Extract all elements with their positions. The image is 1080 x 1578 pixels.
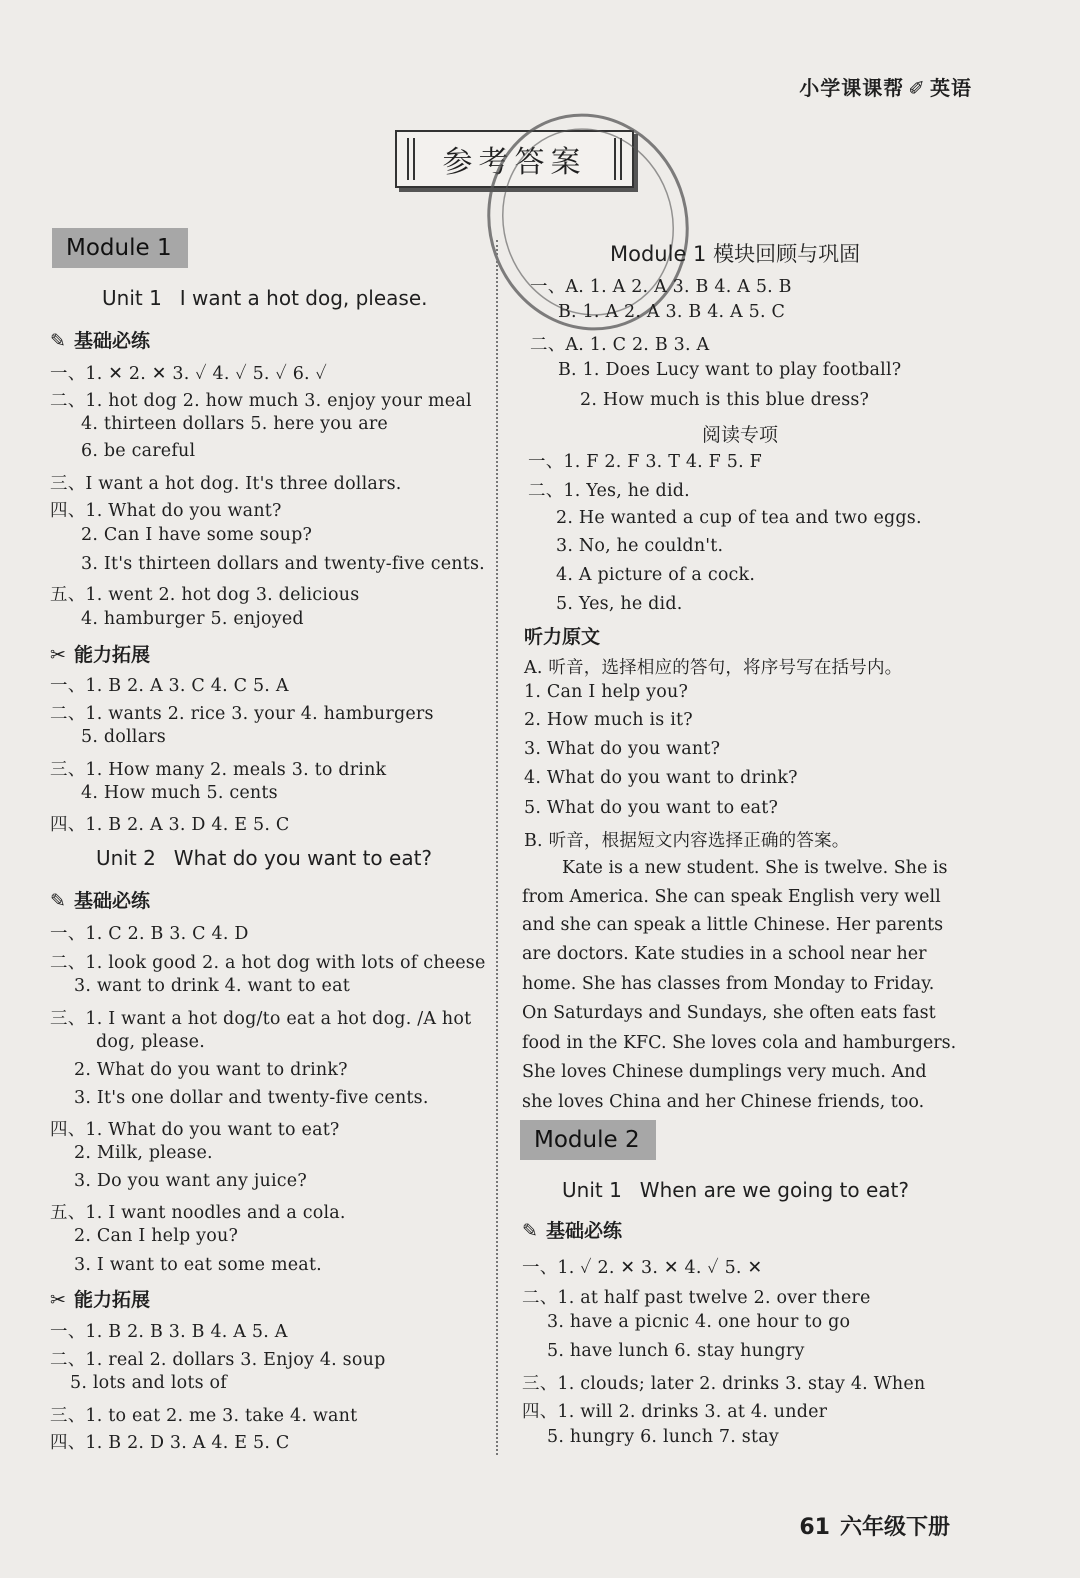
section-label: 能力拓展 (74, 1289, 151, 1311)
listening-line: 4. What do you want to drink? (524, 768, 798, 788)
answer-line: 2. How much is this blue dress? (580, 390, 870, 410)
answer-line: 2. He wanted a cup of tea and two eggs. (556, 508, 922, 528)
scissors-icon: ✂ (50, 1289, 66, 1311)
answer-line: 四、1. B 2. A 3. D 4. E 5. C (50, 815, 290, 835)
listening-line: 5. What do you want to eat? (524, 798, 779, 818)
answer-line: 三、1. How many 2. meals 3. to drink (50, 760, 387, 780)
answer-line: 3. I want to eat some meat. (74, 1255, 322, 1275)
page-footer (799, 1510, 950, 1541)
section-basic-practice (522, 1216, 622, 1243)
unit-2-heading (96, 846, 432, 870)
section-label: 基础必练 (74, 890, 151, 912)
answer-line: 4. hamburger 5. enjoyed (81, 609, 304, 629)
answer-line: 五、1. I want noodles and a cola. (50, 1203, 346, 1223)
unit-1-heading (102, 286, 428, 310)
answer-line: B. 1. Does Lucy want to play football? (558, 360, 902, 380)
page-title (395, 130, 634, 188)
pencil-icon: ✎ (522, 1220, 538, 1242)
unit-number: Unit 1 (562, 1178, 622, 1202)
answer-line: 一、A. 1. A 2. A 3. B 4. A 5. B (530, 277, 792, 297)
answer-line: 4. How much 5. cents (81, 783, 278, 803)
answer-line: 一、1. C 2. B 3. C 4. D (50, 924, 249, 944)
unit-number: Unit 2 (96, 846, 156, 870)
answer-line: 3. have a picnic 4. one hour to go (547, 1312, 851, 1332)
answer-line: 二、1. Yes, he did. (528, 481, 690, 501)
answer-line: 5. lots and lots of (70, 1373, 227, 1393)
module-1-label: Module 1 (52, 228, 188, 268)
reading-heading: 阅读专项 (702, 424, 779, 446)
answer-line: 一、1. F 2. F 3. T 4. F 5. F (528, 452, 762, 472)
section-label: 基础必练 (74, 330, 151, 352)
listening-line: 3. What do you want? (524, 739, 721, 759)
answer-line: 四、1. What do you want to eat? (50, 1120, 340, 1140)
answer-line: 四、1. will 2. drinks 3. at 4. under (522, 1402, 828, 1422)
series-header (799, 72, 972, 101)
answer-line: 一、1. ✓ 2. ✕ 3. ✕ 4. ✓ 5. ✕ (522, 1258, 763, 1278)
passage-line: she loves China and her Chinese friends, too. (522, 1092, 925, 1112)
answer-line: 2. Milk, please. (74, 1143, 213, 1163)
page-number: 61 (799, 1515, 830, 1540)
unit-title: I want a hot dog, please. (179, 286, 428, 310)
answer-line: 3. No, he couldn't. (556, 536, 724, 556)
answer-line: 二、1. at half past twelve 2. over there (522, 1288, 871, 1308)
listening-line: A. 听音，选择相应的答句，将序号写在括号内。 (524, 658, 903, 678)
listening-heading: 听力原文 (524, 626, 601, 648)
answer-line: 4. A picture of a cock. (556, 565, 756, 585)
answer-line: 4. thirteen dollars 5. here you are (81, 414, 388, 434)
answer-line: 三、1. to eat 2. me 3. take 4. want (50, 1406, 358, 1426)
answer-line: 3. It's one dollar and twenty-five cents. (74, 1088, 429, 1108)
answer-line: 三、I want a hot dog. It's three dollars. (50, 474, 402, 494)
answer-line: 3. Do you want any juice? (74, 1171, 307, 1191)
section-label: 基础必练 (546, 1220, 623, 1242)
answer-line: 5. Yes, he did. (556, 594, 683, 614)
passage-line: are doctors. Kate studies in a school near her (522, 944, 927, 964)
answer-line: 二、1. look good 2. a hot dog with lots of cheese (50, 953, 486, 973)
answer-line: 二、1. hot dog 2. how much 3. enjoy your meal (50, 391, 472, 411)
section-ability-extension (50, 640, 150, 667)
answer-line: 2. Can I help you? (74, 1226, 239, 1246)
passage-line: Kate is a new student. She is twelve. She is (562, 858, 948, 878)
section-basic-practice (50, 886, 150, 913)
unit-title: What do you want to eat? (173, 846, 433, 870)
answer-line: B. 1. A 2. A 3. B 4. A 5. C (558, 302, 786, 322)
listening-line: B. 听音，根据短文内容选择正确的答案。 (524, 831, 850, 851)
unit-title: When are we going to eat? (639, 1178, 909, 1202)
passage-line: On Saturdays and Sundays, she often eats fast (522, 1003, 936, 1023)
answer-line: 三、1. I want a hot dog/to eat a hot dog. /A hot (50, 1009, 472, 1029)
unit-number: Unit 1 (102, 286, 162, 310)
answer-line: 5. have lunch 6. stay hungry (547, 1341, 805, 1361)
answer-line: 3. It's thirteen dollars and twenty-five cents. (81, 554, 485, 574)
section-label: 能力拓展 (74, 644, 151, 666)
answer-line: 2. Can I have some soup? (81, 525, 313, 545)
answer-line: 6. be careful (81, 441, 196, 461)
answer-line: 一、1. ✕ 2. ✕ 3. ✓ 4. ✓ 5. ✓ 6. ✓ (50, 364, 328, 384)
module-2-label: Module 2 (520, 1120, 656, 1160)
listening-line: 2. How much is it? (524, 710, 693, 730)
unit-1-heading (562, 1178, 909, 1202)
pen-icon: ✐ (908, 76, 926, 100)
passage-line: She loves Chinese dumplings very much. And (522, 1062, 927, 1082)
page-title-text: 参考答案 (442, 145, 587, 180)
listening-line: 1. Can I help you? (524, 682, 689, 702)
review-heading: Module 1 模块回顾与巩固 (610, 242, 861, 266)
answer-line: 三、1. clouds; later 2. drinks 3. stay 4. When (522, 1374, 926, 1394)
answer-line: 二、1. wants 2. rice 3. your 4. hamburgers (50, 704, 434, 724)
pencil-icon: ✎ (50, 330, 66, 352)
section-basic-practice (50, 326, 150, 353)
series-name: 小学课课帮 (799, 76, 905, 100)
column-divider (496, 240, 498, 1455)
grade-label: 六年级下册 (839, 1515, 950, 1540)
answer-line: 五、1. went 2. hot dog 3. delicious (50, 585, 360, 605)
answer-line: 四、1. What do you want? (50, 501, 282, 521)
answer-line: 5. dollars (81, 727, 166, 747)
answer-line: 5. hungry 6. lunch 7. stay (547, 1427, 779, 1447)
answer-line: 一、1. B 2. A 3. C 4. C 5. A (50, 676, 289, 696)
subject-name: 英语 (930, 76, 972, 100)
answer-line: 2. What do you want to drink? (74, 1060, 348, 1080)
passage-line: and she can speak a little Chinese. Her parents (522, 915, 944, 935)
passage-line: from America. She can speak English very well (522, 887, 941, 907)
answer-line: 四、1. B 2. D 3. A 4. E 5. C (50, 1433, 290, 1453)
section-ability-extension (50, 1285, 150, 1312)
pencil-icon: ✎ (50, 890, 66, 912)
answer-line: dog, please. (96, 1032, 205, 1052)
passage-line: food in the KFC. She loves cola and hamburgers. (522, 1033, 957, 1053)
answer-line: 二、A. 1. C 2. B 3. A (530, 335, 710, 355)
answer-line: 3. want to drink 4. want to eat (74, 976, 350, 996)
scissors-icon: ✂ (50, 644, 66, 666)
answer-line: 一、1. B 2. B 3. B 4. A 5. A (50, 1322, 288, 1342)
passage-line: home. She has classes from Monday to Friday. (522, 974, 935, 994)
answer-line: 二、1. real 2. dollars 3. Enjoy 4. soup (50, 1350, 386, 1370)
